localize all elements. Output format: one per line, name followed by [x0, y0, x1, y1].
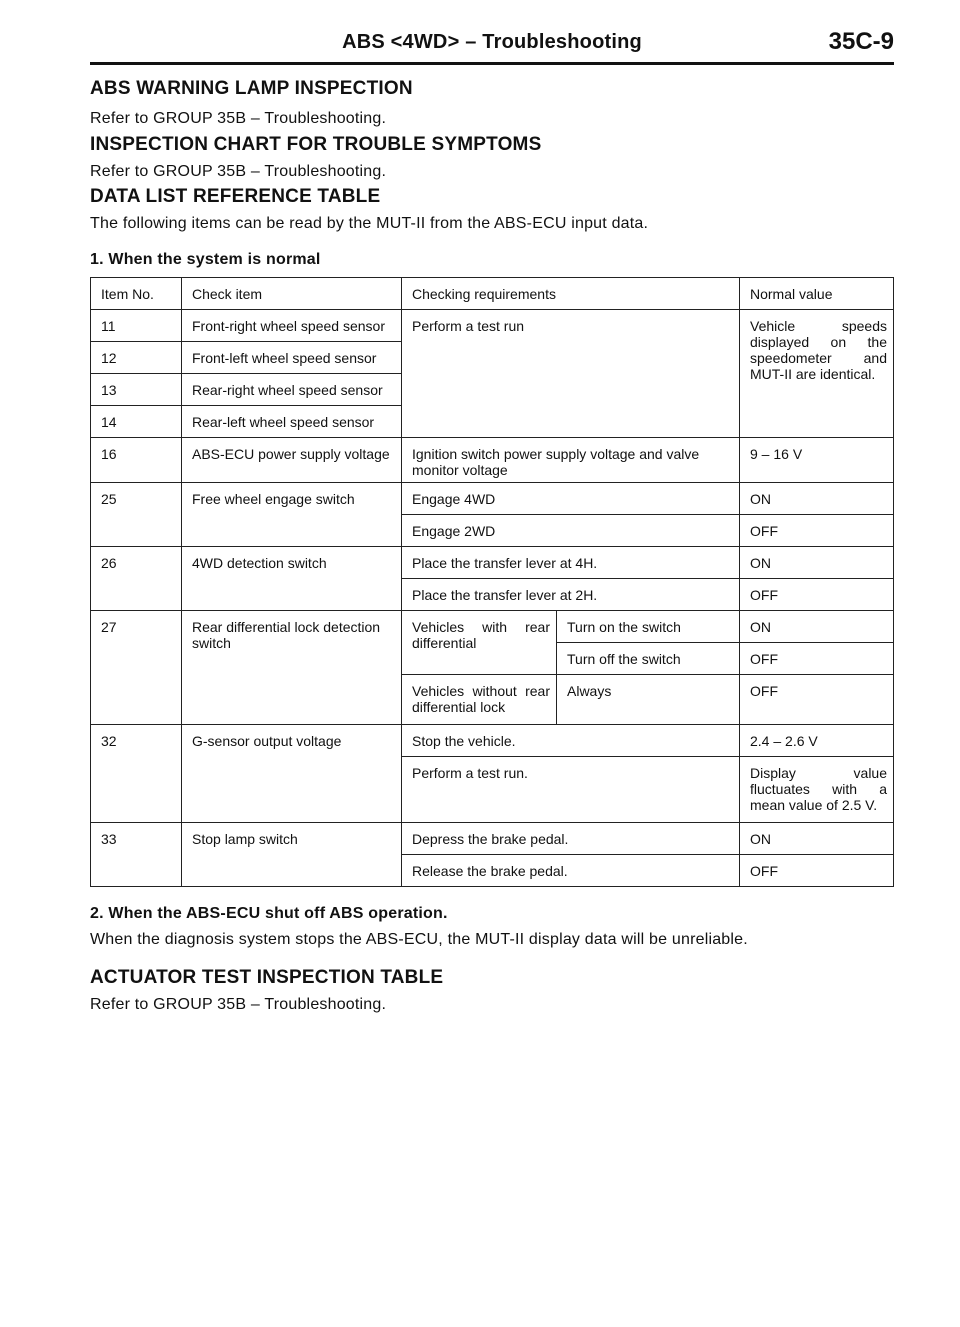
normal-value: Vehicle speeds displayed on the speedometer and MUT-II are identical. [740, 310, 894, 438]
normal-value: ON [740, 611, 894, 643]
checking-requirement: Perform a test run [402, 310, 740, 438]
checking-requirement: Turn off the switch [557, 643, 740, 675]
heading-warning-lamp: ABS WARNING LAMP INSPECTION [90, 78, 413, 99]
item-number: 25 [91, 483, 182, 547]
normal-value: OFF [740, 643, 894, 675]
normal-value: ON [740, 483, 894, 515]
heading-inspection-chart: INSPECTION CHART FOR TROUBLE SYMPTOMS [90, 134, 542, 155]
item-number: 32 [91, 725, 182, 823]
checking-requirement: Engage 4WD [402, 483, 740, 515]
checking-requirement: Depress the brake pedal. [402, 823, 740, 855]
heading-data-list: DATA LIST REFERENCE TABLE [90, 186, 381, 207]
check-item: Rear-left wheel speed sensor [182, 406, 402, 438]
table-row [91, 611, 894, 643]
item-number: 11 [91, 310, 182, 342]
normal-value: OFF [740, 675, 894, 725]
check-item: Front-right wheel speed sensor [182, 310, 402, 342]
table-row [91, 483, 894, 515]
check-item: ABS-ECU power supply voltage [182, 438, 402, 483]
page-title: ABS <4WD> – Troubleshooting [342, 31, 642, 53]
item-number: 33 [91, 823, 182, 887]
normal-value: 2.4 – 2.6 V [740, 725, 894, 757]
item-number: 16 [91, 438, 182, 483]
check-item: Free wheel engage switch [182, 483, 402, 547]
table-row [91, 547, 894, 579]
normal-value: ON [740, 547, 894, 579]
text-ecu-shutoff: When the diagnosis system stops the ABS-ECU, the MUT-II display data will be unreliable. [90, 931, 748, 948]
check-item: 4WD detection switch [182, 547, 402, 611]
data-list-table [90, 277, 894, 887]
checking-requirement: Stop the vehicle. [402, 725, 740, 757]
normal-value: Display value fluctuates with a mean value of 2.5 V. [740, 757, 894, 823]
table-row [91, 725, 894, 757]
check-item: Rear differential lock detection switch [182, 611, 402, 725]
check-item: G-sensor output voltage [182, 725, 402, 823]
item-number: 26 [91, 547, 182, 611]
page-number: 35C-9 [828, 28, 894, 55]
checking-requirement: Place the transfer lever at 2H. [402, 579, 740, 611]
table-row [91, 823, 894, 855]
subheading-system-normal: 1. When the system is normal [90, 251, 321, 268]
condition-without-diff: Vehicles without rear differential lock [402, 675, 557, 725]
col-header-requirements: Checking requirements [402, 278, 740, 310]
normal-value: 9 – 16 V [740, 438, 894, 483]
normal-value: OFF [740, 855, 894, 887]
text-actuator-test: Refer to GROUP 35B – Troubleshooting. [90, 996, 387, 1013]
checking-requirement: Turn on the switch [557, 611, 740, 643]
subheading-ecu-shutoff: 2. When the ABS-ECU shut off ABS operation. [90, 905, 448, 922]
item-number: 14 [91, 406, 182, 438]
checking-requirement: Place the transfer lever at 4H. [402, 547, 740, 579]
check-item: Stop lamp switch [182, 823, 402, 887]
col-header-normal-value: Normal value [740, 278, 894, 310]
item-number: 13 [91, 374, 182, 406]
text-data-list-intro: The following items can be read by the MUT-II from the ABS-ECU input data. [90, 215, 649, 232]
table-header-row [91, 278, 894, 310]
text-warning-lamp: Refer to GROUP 35B – Troubleshooting. [90, 110, 387, 127]
normal-value: OFF [740, 579, 894, 611]
col-header-item-no: Item No. [91, 278, 182, 310]
item-number: 27 [91, 611, 182, 725]
table-row [91, 310, 894, 342]
checking-requirement: Perform a test run. [402, 757, 740, 823]
item-number: 12 [91, 342, 182, 374]
page-header [90, 28, 894, 65]
table-row [91, 438, 894, 483]
normal-value: ON [740, 823, 894, 855]
checking-requirement: Ignition switch power supply voltage and valve monitor voltage [402, 438, 740, 483]
check-item: Rear-right wheel speed sensor [182, 374, 402, 406]
heading-actuator-test: ACTUATOR TEST INSPECTION TABLE [90, 967, 444, 988]
col-header-check-item: Check item [182, 278, 402, 310]
condition-with-diff: Vehicles with rear differential [402, 611, 557, 675]
checking-requirement: Always [557, 675, 740, 725]
check-item: Front-left wheel speed sensor [182, 342, 402, 374]
normal-value: OFF [740, 515, 894, 547]
checking-requirement: Release the brake pedal. [402, 855, 740, 887]
text-inspection-chart: Refer to GROUP 35B – Troubleshooting. [90, 163, 387, 180]
checking-requirement: Engage 2WD [402, 515, 740, 547]
